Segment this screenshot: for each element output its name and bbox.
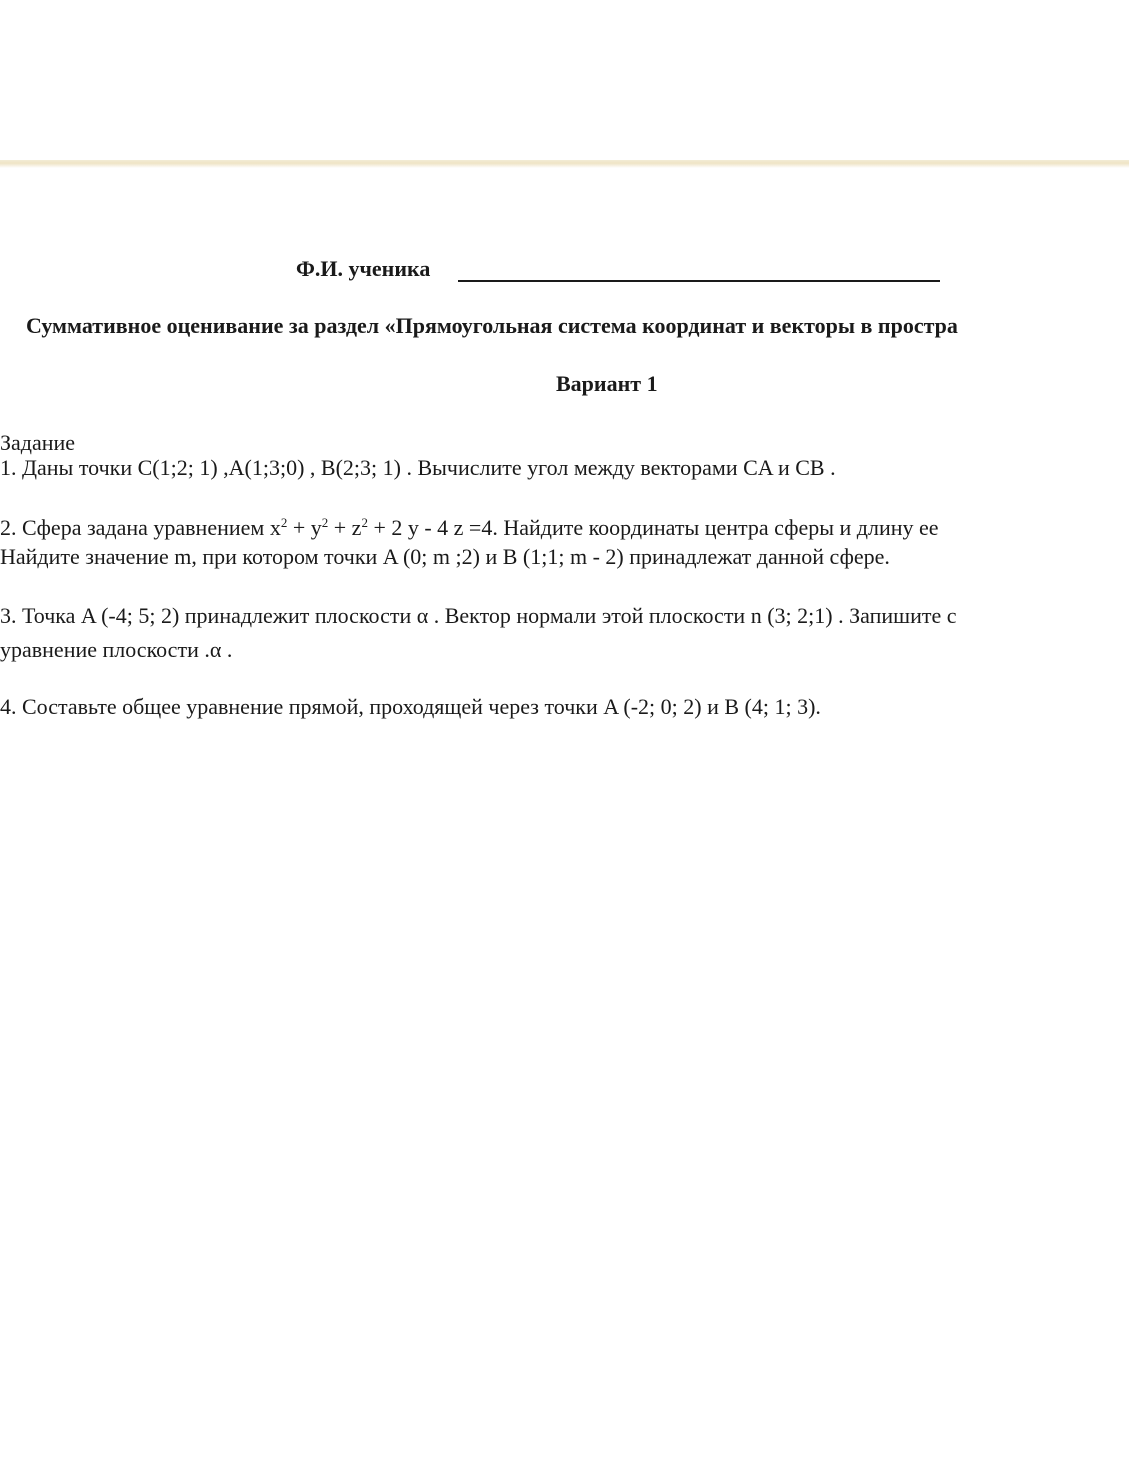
task-2-equation-start: 2. Сфера задана уравнением x	[0, 515, 281, 540]
task-2-equation-plus-y: + y	[287, 515, 322, 540]
task-2-equation-rest: + 2 y - 4 z =4. Найдите координаты центра сферы и длину ее	[367, 515, 939, 540]
variant-label: Вариант 1	[556, 371, 658, 396]
student-name-blank-line	[458, 280, 940, 282]
task-3-line-2: уравнение плоскости .α .	[0, 637, 233, 662]
task-2-equation-plus-z: + z	[328, 515, 362, 540]
exponent-y: 2	[321, 515, 329, 530]
task-3-line-1: 3. Точка A (-4; 5; 2) принадлежит плоскости α . Вектор нормали этой плоскости n (3; 2;1) . Запишите с	[0, 603, 957, 628]
task-2-line-1	[0, 515, 939, 541]
task-1-text: 1. Даны точки C(1;2; 1) ,A(1;3;0) , B(2;3; 1) . Вычислите угол между векторами CA и CB .	[0, 455, 836, 480]
exponent-z: 2	[361, 515, 368, 530]
task-4-text: 4. Составьте общее уравнение прямой, проходящей через точки A (-2; 0; 2) и B (4; 1; 3).	[0, 694, 821, 719]
student-name-label: Ф.И. ученика	[296, 256, 431, 281]
exponent-x: 2	[280, 515, 288, 530]
page-top-border	[0, 160, 1129, 168]
assessment-title: Суммативное оценивание за раздел «Прямоугольная система координат и векторы в простра	[26, 313, 958, 338]
task-2-line-2: Найдите значение m, при котором точки A (0; m ;2) и B (1;1; m - 2) принадлежат данной сфере.	[0, 544, 890, 569]
task-heading: Задание	[0, 430, 76, 455]
